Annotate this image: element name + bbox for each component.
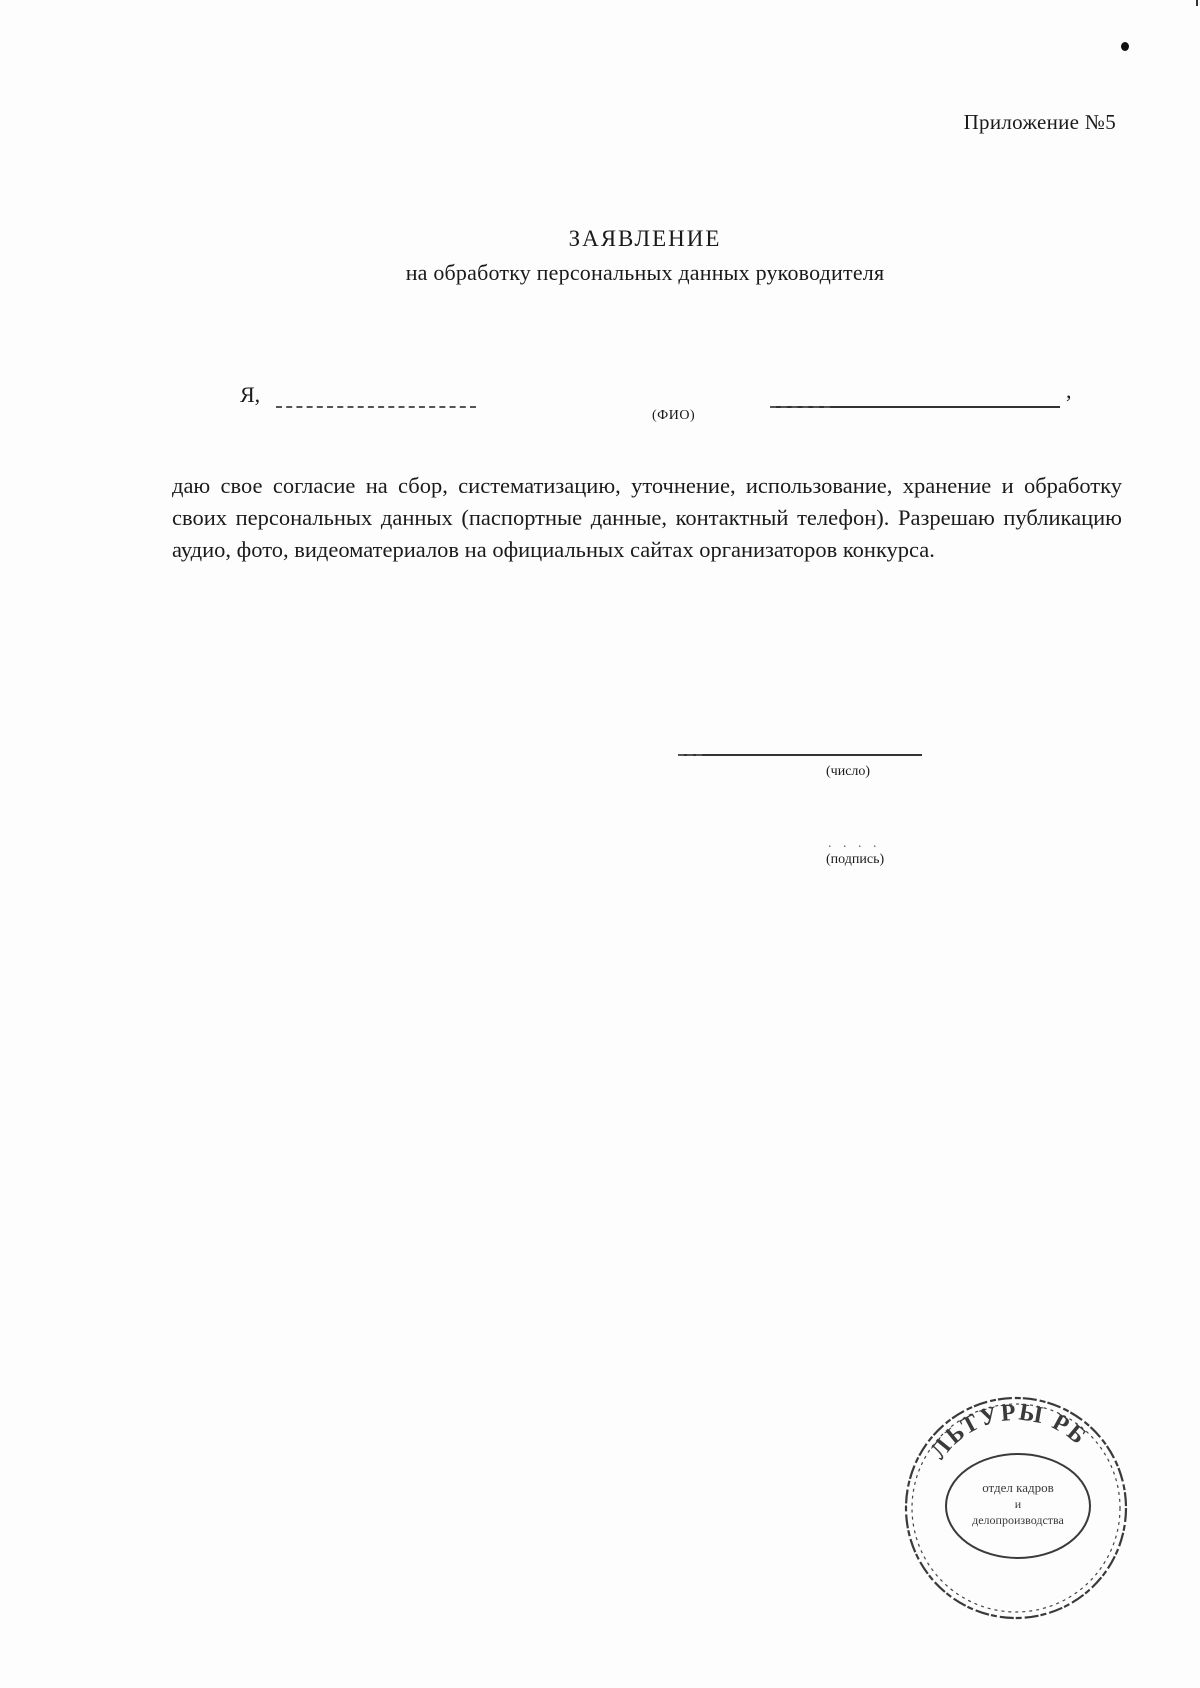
stamp-inner-line2: и [1014, 1497, 1022, 1511]
consent-paragraph: даю свое согласие на сбор, систематизацию, уточнение, использование, хранение и обработку своих персональных данных (паспортные данные, контактный телефон). Разрешаю публикацию аудио, фото, видеоматериалов на официальных сайтах организаторов конкурса. [172, 473, 1122, 562]
fio-caption: (ФИО) [652, 408, 696, 423]
stamp-outer-text: ЛЬТУРЫ РБ [925, 1399, 1093, 1465]
scan-dot-mark [1121, 42, 1129, 51]
stamp-inner-line1: отдел кадров [982, 1480, 1054, 1495]
official-stamp [898, 1390, 1134, 1626]
document-subtitle: на обработку персональных данных руководителя [405, 260, 885, 285]
fio-trailing-comma: , [1066, 378, 1072, 403]
fio-prefix: Я, [240, 382, 261, 407]
date-blank-line [678, 754, 922, 756]
appendix-label: Приложение №5 [963, 110, 1116, 134]
stamp-inner-line3: делопроизводства [972, 1513, 1064, 1527]
document-title: ЗАЯВЛЕНИЕ [568, 226, 722, 251]
fio-blank-line-right-dash [770, 406, 830, 408]
fio-field-row [240, 378, 1080, 442]
signature-blank-dots: . . . . [828, 836, 881, 851]
date-caption: (число) [826, 764, 871, 779]
fio-blank-line-left [276, 406, 476, 408]
page-edge-mark [1196, 0, 1198, 6]
date-blank-line-dash [678, 754, 702, 756]
signature-caption: (подпись) [826, 852, 885, 867]
